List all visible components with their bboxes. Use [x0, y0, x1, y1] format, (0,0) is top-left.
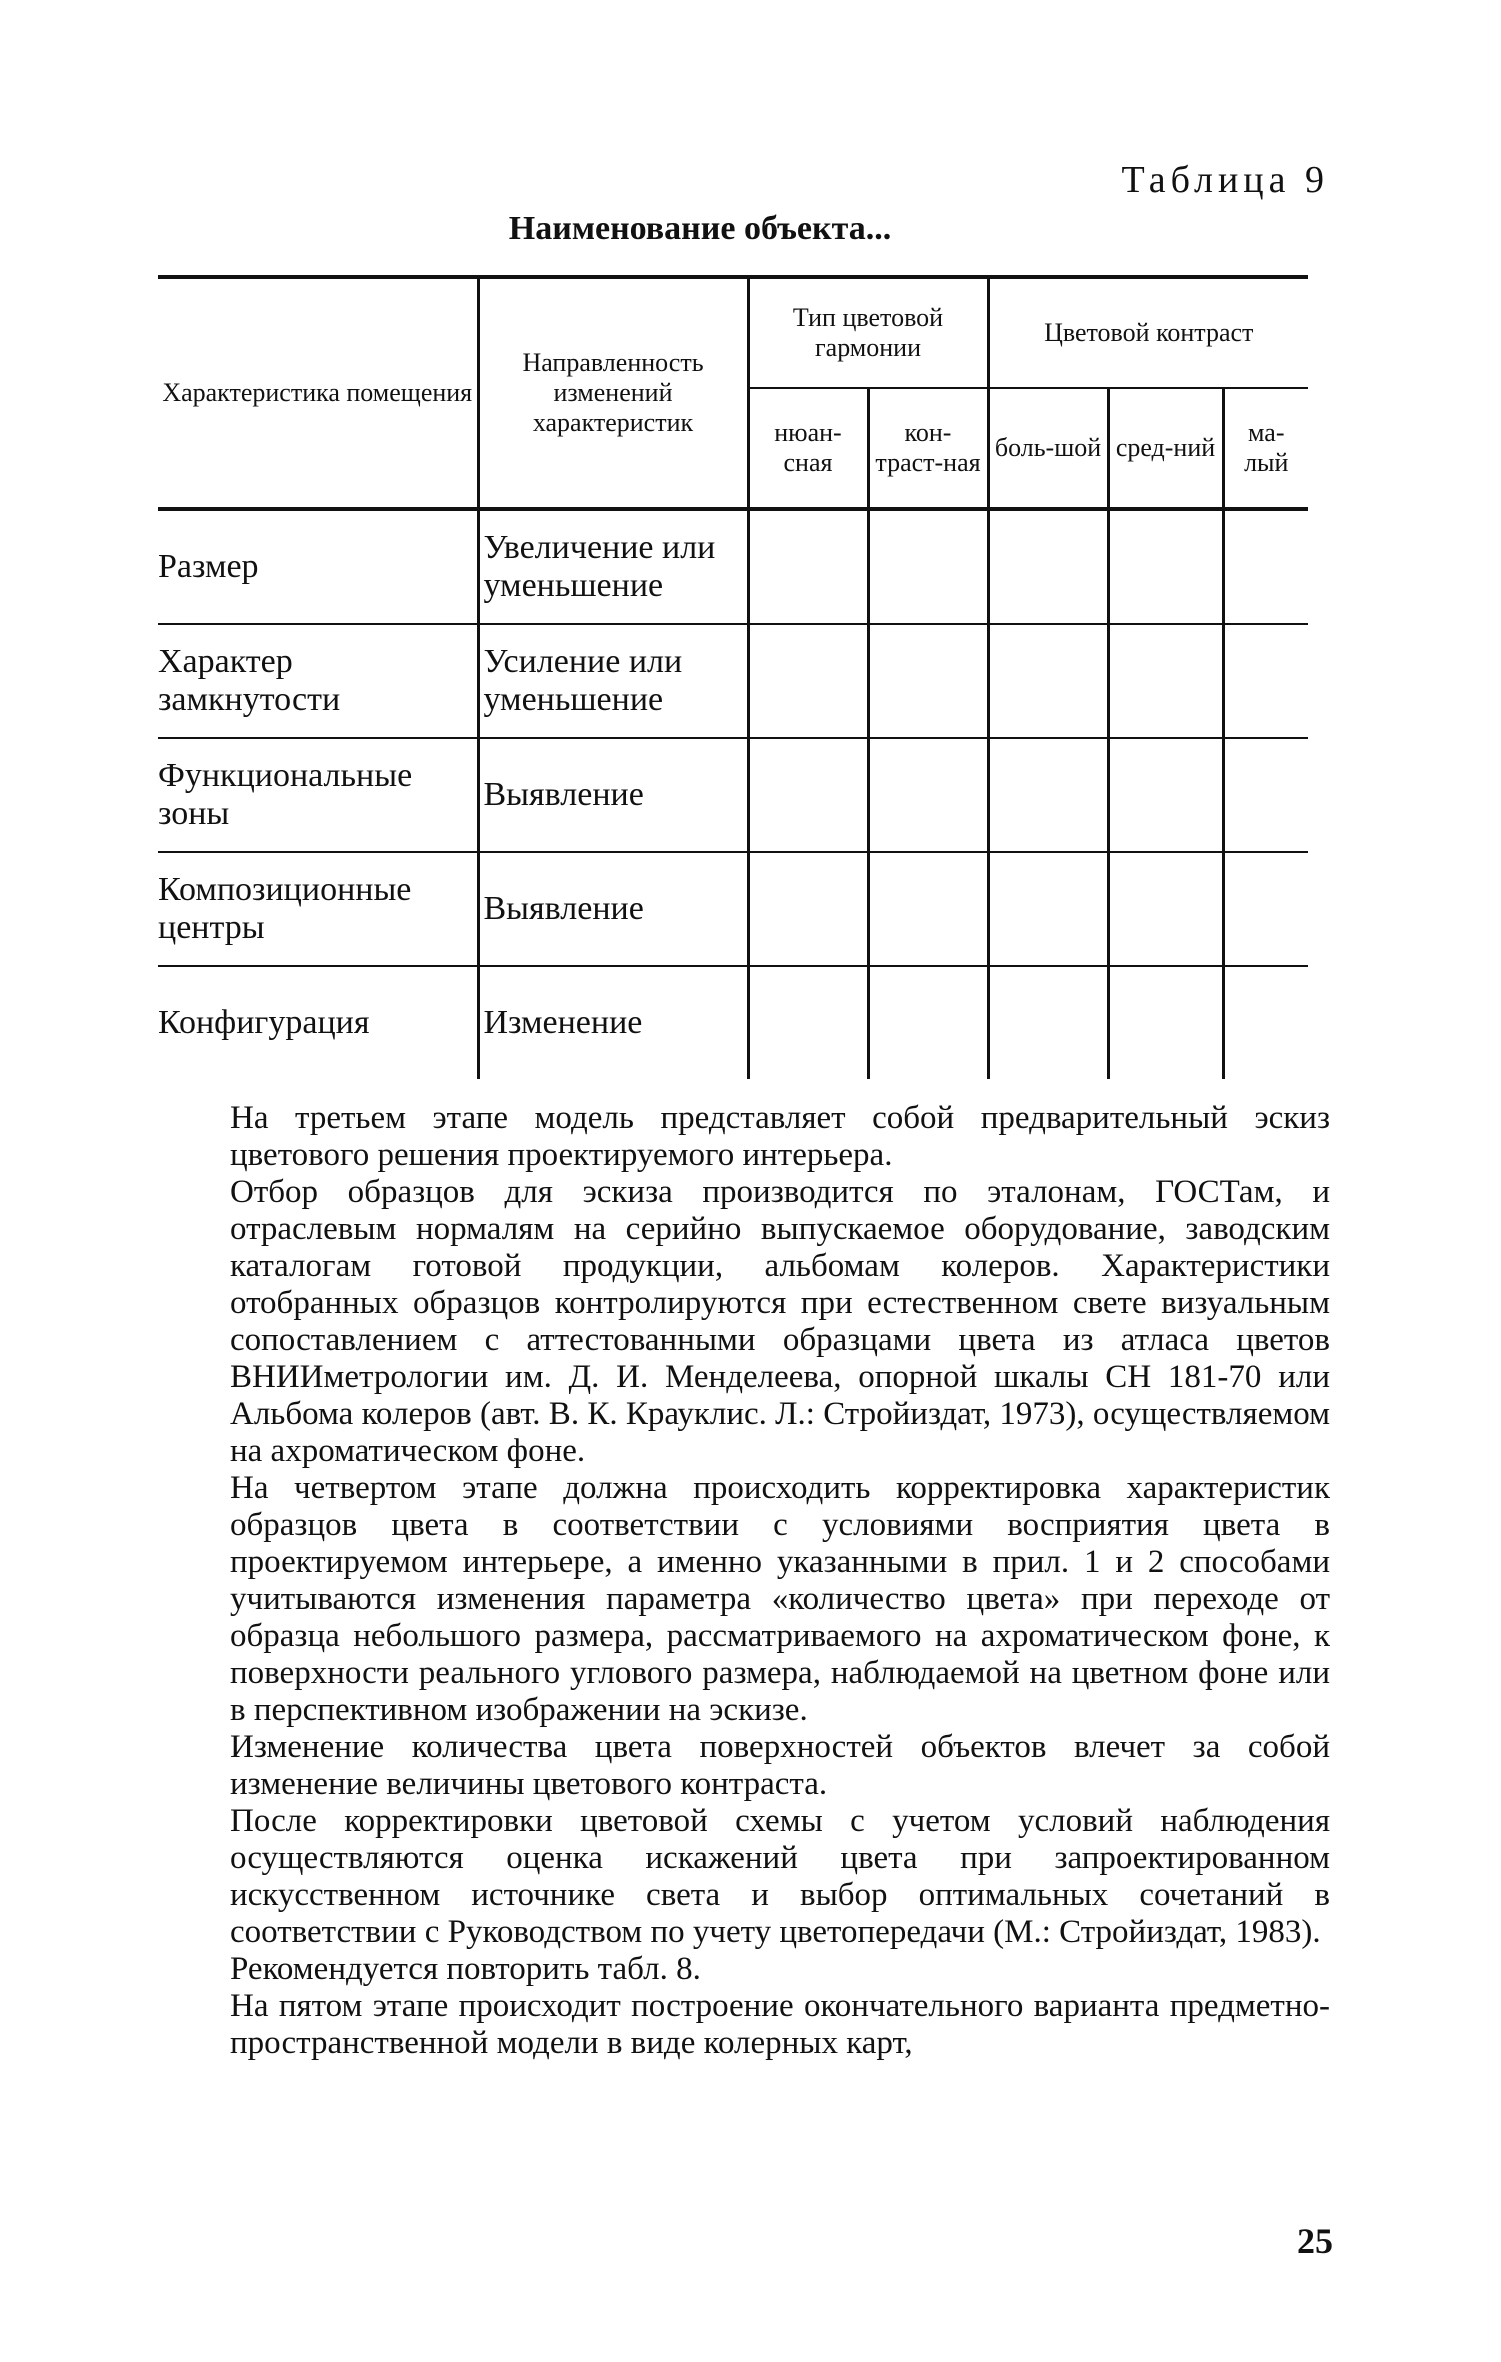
table-row [158, 966, 1308, 1079]
row-direction: Изменение [478, 966, 748, 1079]
empty-cell [868, 966, 988, 1079]
row-name: Функциональные зоны [158, 738, 478, 852]
header-contrast: Цветовой контраст [988, 277, 1308, 388]
header-harmony-nuance: нюан-сная [748, 388, 868, 509]
empty-cell [868, 509, 988, 624]
paragraph: На четвертом этапе должна происходить корректировка характеристик образцов цвета в соответствии с условиями восприятия цвета в проектируемом интерьере, а именно указанными в прил. 1 и 2 способами учитываются изменения параметра «количество цвета» при переходе от образца небольшого размера, рассматриваемого на ахроматическом фоне, к поверхности реального углового размера, наблюдаемой на цветном фоне или в перспективном изображении на эскизе. [230, 1470, 1330, 1728]
header-harmony-type: Тип цветовой гармонии [748, 277, 988, 388]
empty-cell [748, 852, 868, 966]
empty-cell [868, 624, 988, 738]
empty-cell [1223, 624, 1308, 738]
empty-cell [1108, 738, 1223, 852]
table-row [158, 738, 1308, 852]
table-title: Наименование объекта... [508, 210, 892, 247]
table-row [158, 852, 1308, 966]
empty-cell [1223, 852, 1308, 966]
empty-cell [1108, 852, 1223, 966]
paragraph: На третьем этапе модель представляет собой предварительный эскиз цветового решения проектируемого интерьера. [230, 1100, 1330, 1173]
empty-cell [988, 738, 1108, 852]
header-harmony-contrast: кон-траст-ная [868, 388, 988, 509]
empty-cell [748, 738, 868, 852]
table-label: Таблица 9 [1121, 159, 1329, 201]
header-contrast-small: ма-лый [1223, 388, 1308, 509]
empty-cell [868, 852, 988, 966]
header-contrast-medium: сред-ний [1108, 388, 1223, 509]
empty-cell [1108, 966, 1223, 1079]
row-name: Характер замкнутости [158, 624, 478, 738]
empty-cell [988, 966, 1108, 1079]
paragraph: На пятом этапе происходит построение окончательного варианта предметно-пространственной модели в виде колерных карт, [230, 1988, 1330, 2061]
empty-cell [1223, 966, 1308, 1079]
row-direction: Усиление или уменьшение [478, 624, 748, 738]
body-text [230, 1100, 1330, 2062]
row-name: Конфигурация [158, 966, 478, 1079]
row-direction: Выявление [478, 738, 748, 852]
empty-cell [748, 509, 868, 624]
row-direction: Увеличение или уменьшение [478, 509, 748, 624]
empty-cell [1223, 738, 1308, 852]
row-direction: Выявление [478, 852, 748, 966]
empty-cell [988, 624, 1108, 738]
empty-cell [868, 738, 988, 852]
empty-cell [988, 852, 1108, 966]
table-row [158, 509, 1308, 624]
empty-cell [1108, 624, 1223, 738]
header-contrast-large: боль-шой [988, 388, 1108, 509]
paragraph: Изменение количества цвета поверхностей объектов влечет за собой изменение величины цветового контраста. [230, 1729, 1330, 1802]
empty-cell [1223, 509, 1308, 624]
empty-cell [988, 509, 1108, 624]
empty-cell [1108, 509, 1223, 624]
page-number: 25 [1297, 2221, 1333, 2261]
paragraph: После корректировки цветовой схемы с учетом условий наблюдения осуществляются оценка искажений цвета при запроектированном искусственном источнике света и выбор оптимальных сочетаний в соответствии с Руководством по учету цветопередачи (М.: Стройиздат, 1983). [230, 1803, 1330, 1950]
row-name: Размер [158, 548, 259, 585]
header-characteristic: Характеристика помещения [158, 277, 478, 509]
paragraph: Отбор образцов для эскиза производится по эталонам, ГОСТам, и отраслевым нормалям на серийно выпускаемое оборудование, заводским каталогам готовой продукции, альбомам колеров. Характеристики отобранных образцов контролируются при естественном свете визуальным сопоставлением с аттестованными образцами цвета из атласа цветов ВНИИметрологии им. Д. И. Менделеева, опорной шкалы СН 181-70 или Альбома колеров (авт. В. К. Крауклис. Л.: Стройиздат, 1973), осуществляемом на ахроматическом фоне. [230, 1174, 1330, 1469]
empty-cell [748, 966, 868, 1079]
data-table [158, 275, 1308, 1079]
header-direction: Направленность изменений характеристик [478, 277, 748, 509]
paragraph: Рекомендуется повторить табл. 8. [230, 1951, 701, 1987]
table-row [158, 624, 1308, 738]
empty-cell [748, 624, 868, 738]
row-name: Композиционные центры [158, 852, 478, 966]
